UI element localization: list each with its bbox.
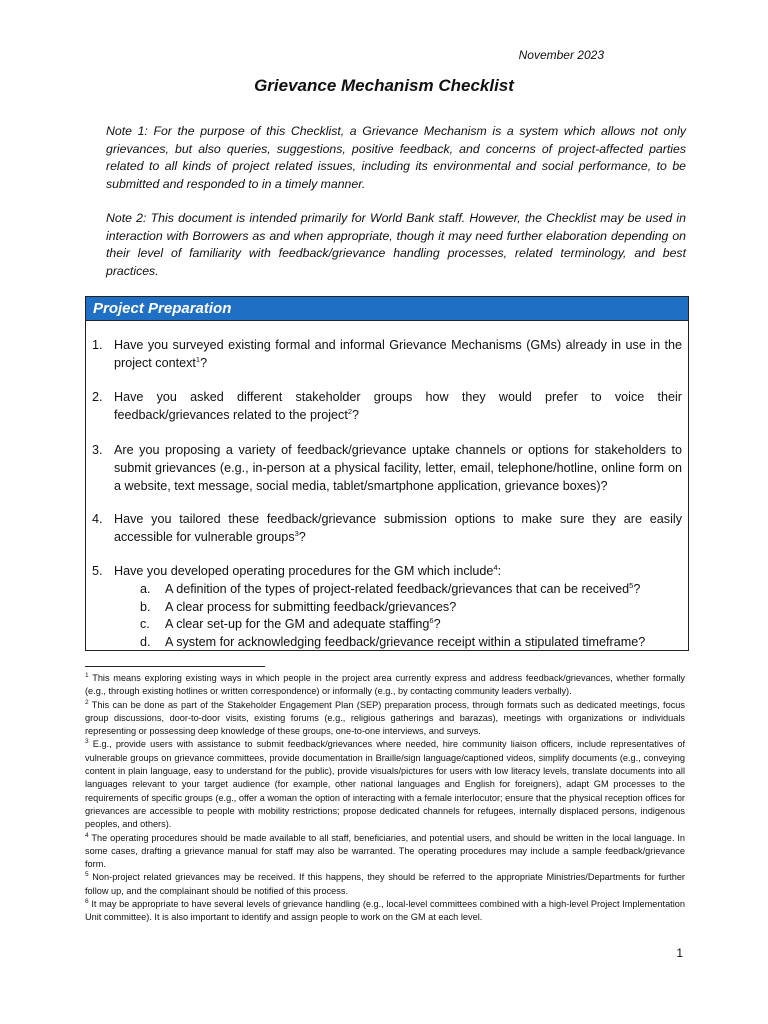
footnote-ref: 5 (629, 580, 634, 590)
sub-item-a (92, 580, 682, 598)
footnote-number: 4 (85, 831, 89, 839)
question-end: ? (298, 530, 306, 544)
footnote-1 (85, 672, 685, 699)
question-end: : (497, 564, 502, 578)
sub-item-letter: c. (140, 617, 150, 631)
question-number: 2. (92, 390, 103, 404)
sub-item-text: A clear process for submitting feedback/grievances? (165, 599, 457, 614)
question-5 (92, 562, 682, 650)
question-text: Have you tailored these feedback/grievance submission options to make sure they are easily accessible for vulnerable groups (114, 512, 682, 544)
footnote-separator (85, 666, 265, 667)
sub-item-text: A system for acknowledging feedback/grievance receipt within a stipulated timeframe? (165, 634, 646, 649)
question-number: 3. (92, 443, 103, 457)
note-2: Note 2: This document is intended primarily for World Bank staff. However, the Checklist may be used in interaction with Borrowers as and when appropriate, though it may need further elaboration depending on their level of familiarity with feedback/grievance handling processes, related terminology, and best practices. (106, 211, 686, 278)
footnote-text: Non-project related grievances may be received. If this happens, they should be referred to the appropriate Ministries/Departments for further follow up, and the complainant should be notified of this process. (85, 872, 685, 896)
footnote-number: 2 (85, 698, 89, 706)
question-text: Have you surveyed existing formal and informal Grievance Mechanisms (GMs) already in use in the project context (114, 338, 682, 370)
footnote-number: 6 (85, 897, 89, 905)
footnote-6 (85, 898, 685, 925)
question-text: Have you developed operating procedures for the GM which include (114, 564, 494, 578)
sub-item-letter: b. (140, 599, 151, 614)
footnote-text: E.g., provide users with assistance to submit feedback/grievances where needed, hire community liaison officers, include representatives of vulnerable groups on grievance committees, provide documentation in Braille/sign language/captioned videos, simplify documents (e.g., conveying content in plain language, easy to understand for the public), provide visuals/pictures for users with low literacy levels, translate documents into all languages relevant to your target audience (for example, other national languages and English for foreigners), adapt GM processes to the requirements of specific groups (e.g., offer a woman the option of interacting with a female interlocutor; ensure that the physical reception offices for grievances are accessible to people with mobility restrictions; propose dedicated channels for refugees, internally displaced persons, indigenous peoples, and others). (85, 739, 685, 830)
sub-item-c (92, 615, 682, 633)
footnote-2 (85, 699, 685, 739)
footnote-ref: 1 (195, 354, 201, 364)
note-1: Note 1: For the purpose of this Checklist, a Grievance Mechanism is a system which allows not only grievances, but also queries, suggestions, positive feedback, and concerns of project-affected parties related to all kinds of project related issues, including its environmental and social performance, to be submitted and responded to in a timely manner. (106, 124, 686, 191)
footnote-ref: 6 (429, 615, 434, 625)
footnotes (85, 672, 685, 925)
question-number: 1. (92, 338, 103, 352)
project-preparation-box (85, 296, 689, 651)
footnote-ref: 4 (493, 562, 498, 572)
question-number: 4. (92, 512, 103, 526)
sub-item-text: A clear set-up for the GM and adequate staffing (165, 617, 430, 631)
question-2 (92, 388, 682, 424)
sub-item-end: ? (633, 582, 641, 596)
sub-item-letter: a. (140, 582, 151, 596)
page-number: 1 (676, 946, 683, 960)
footnote-5 (85, 871, 685, 898)
question-3 (92, 441, 682, 495)
sub-item-b (92, 598, 682, 616)
sub-item-d (92, 633, 682, 651)
footnote-number: 1 (85, 671, 89, 679)
question-end: ? (352, 408, 360, 422)
footnote-ref: 3 (294, 528, 299, 538)
sub-item-end: ? (433, 617, 441, 631)
footnote-text: It may be appropriate to have several levels of grievance handling (e.g., local-level committees combined with a high-level Project Implementation Unit committee). It is also important to identify and assign people to work on the GM at each level. (85, 899, 685, 923)
footnote-text: This means exploring existing ways in which people in the project area currently express and address feedback/grievances, whether formally (e.g., through existing hotlines or written correspondence) or informally (e.g., by contacting community leaders verbally). (85, 673, 685, 697)
footnote-3 (85, 738, 685, 831)
sub-item-letter: d. (140, 634, 151, 649)
section-title: Project Preparation (86, 297, 688, 321)
footnote-4 (85, 832, 685, 872)
question-text: Have you asked different stakeholder groups how they would prefer to voice their feedback/grievances related to the project (114, 390, 682, 422)
footnote-text: The operating procedures should be made available to all staff, beneficiaries, and potential users, and should be written in the local language. In some cases, drafting a grievance manual for staff may also be warranted. The operating procedures may include a sample feedback/grievance form. (85, 832, 685, 870)
question-text: Are you proposing a variety of feedback/grievance uptake channels or options for stakeholders to submit grievances (e.g., in-person at a physical facility, letter, email, telephone/hotline, online form on a website, text message, social media, tablet/smartphone application, grievance boxes)? (114, 443, 682, 493)
document-title: Grievance Mechanism Checklist (254, 76, 514, 95)
document-date: November 2023 (518, 48, 604, 62)
question-number: 5. (92, 564, 103, 578)
footnote-ref: 2 (347, 406, 352, 416)
footnote-number: 3 (85, 738, 89, 746)
footnote-text: This can be done as part of the Stakeholder Engagement Plan (SEP) preparation process, through formats such as dedicated meetings, focus group discussions, door-to-door visits, existing forums (e.g., religious gatherings and barazas), meetings with organizations or individuals representing or possessing deep knowledge of these groups, one-to-one interviews, and surveys. (85, 699, 685, 737)
footnote-number: 5 (85, 871, 89, 879)
question-4 (92, 510, 682, 546)
sub-item-text: A definition of the types of project-related feedback/grievances that can be received (165, 582, 630, 596)
question-1 (92, 336, 682, 372)
question-end: ? (200, 356, 208, 370)
